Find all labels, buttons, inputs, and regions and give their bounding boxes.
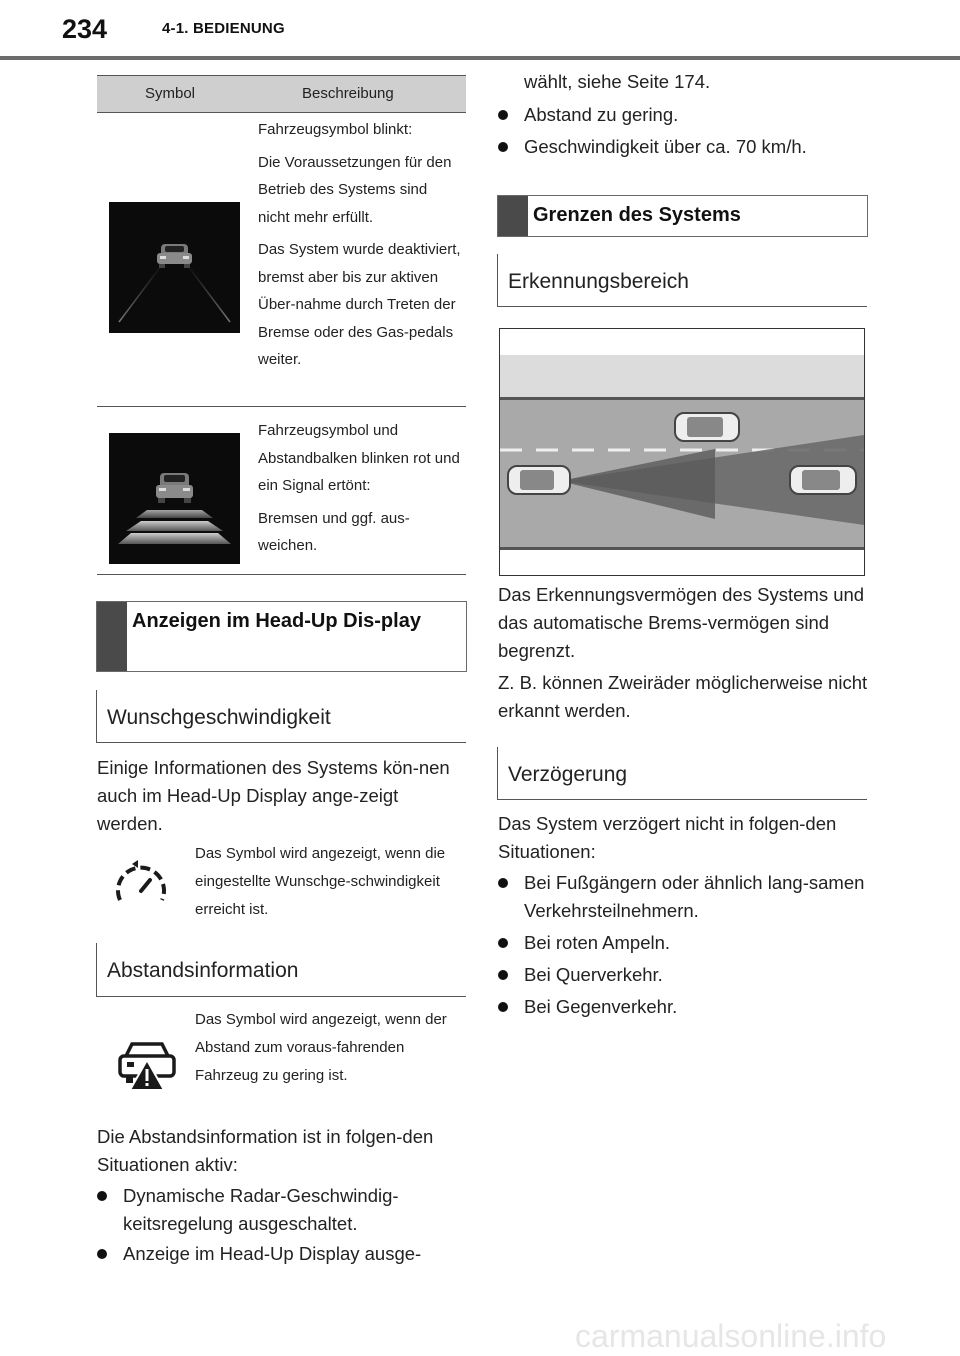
list-item-text: Dynamische Radar-Geschwindig-keitsregelung ausgeschaltet. bbox=[123, 1185, 399, 1234]
distance-symbol-desc: Das Symbol wird angezeigt, wenn der Abstand zum voraus-fahrenden Fahrzeug zu gering ist. bbox=[195, 1011, 447, 1084]
bullet-dot bbox=[498, 110, 508, 120]
list-item bbox=[498, 133, 868, 161]
list-item-text: Abstand zu gering. bbox=[524, 104, 679, 125]
header-rule bbox=[0, 56, 960, 60]
vehicle-right-icon bbox=[790, 466, 856, 494]
list-item bbox=[498, 993, 868, 1021]
subheading-distance bbox=[96, 943, 466, 997]
active-intro: Die Abstandsinformation ist in folgen-den Situationen aktiv: bbox=[97, 1126, 434, 1175]
bullet-dot bbox=[498, 970, 508, 980]
heading-bar bbox=[498, 196, 528, 236]
subheading-title: Verzögerung bbox=[508, 763, 628, 786]
row-divider bbox=[97, 406, 466, 407]
list-item-continued bbox=[498, 68, 868, 96]
list-item bbox=[498, 961, 868, 989]
heading-bar bbox=[97, 602, 127, 671]
bullet-dot bbox=[97, 1249, 107, 1259]
detection-para: Z. B. können Zweiräder möglicherweise nicht erkannt werden. bbox=[498, 672, 868, 721]
vehicle-icon bbox=[109, 202, 240, 333]
list-item bbox=[498, 929, 868, 957]
row-description bbox=[258, 116, 463, 379]
list-item bbox=[97, 1240, 467, 1268]
list-item bbox=[97, 1182, 467, 1238]
desc-paragraph: Bremsen und ggf. aus-weichen. bbox=[258, 509, 410, 554]
detection-para: Das Erkennungsvermögen des Systems und das automatische Brems-vermögen sind begrenzt. bbox=[498, 584, 865, 661]
ego-vehicle-icon bbox=[508, 466, 570, 494]
bullet-dot bbox=[498, 1002, 508, 1012]
subheading-speed bbox=[96, 690, 466, 743]
desc-paragraph: Fahrzeugsymbol und Abstandbalken blinken rot und ein Signal ertönt: bbox=[258, 422, 460, 494]
hud-intro: Einige Informationen des Systems kön-nen auch im Head-Up Display ange-zeigt werden. bbox=[97, 757, 450, 834]
list-item-text: Geschwindigkeit über ca. 70 km/h. bbox=[524, 136, 807, 157]
deceleration-para: Das System verzögert nicht in folgen-den Situationen: bbox=[498, 813, 837, 862]
subheading-title: Abstandsinformation bbox=[107, 959, 299, 982]
chapter-title: 4-1. BEDIENUNG bbox=[162, 20, 285, 37]
list-item-text: Bei Fußgängern oder ähnlich lang-samen Verkehrsteilnehmern. bbox=[524, 872, 865, 921]
desc-paragraph: Das System wurde deaktiviert, bremst aber bis zur aktiven Über-nahme durch Treten der Bremse oder des Gas-pedals weiter. bbox=[258, 241, 461, 368]
section-title: Anzeigen im Head-Up Dis-play bbox=[132, 610, 421, 632]
desc-paragraph: Die Voraussetzungen für den Betrieb des Systems sind nicht mehr erfüllt. bbox=[258, 153, 452, 226]
list-item bbox=[498, 869, 868, 925]
vehicle-distance-bars-icon bbox=[109, 433, 240, 564]
section-title: Grenzen des Systems bbox=[533, 204, 741, 226]
row-description bbox=[258, 417, 463, 565]
list-item bbox=[498, 101, 868, 129]
vehicle-ahead-icon bbox=[675, 413, 739, 441]
section-heading-limits bbox=[497, 195, 868, 237]
subheading-title: Wunschgeschwindigkeit bbox=[107, 706, 331, 729]
bullet-dot bbox=[498, 938, 508, 948]
table-header bbox=[97, 75, 466, 113]
subheading-detection bbox=[497, 254, 867, 307]
bullet-dot bbox=[97, 1191, 107, 1201]
bullet-dot bbox=[498, 142, 508, 152]
desc-paragraph: Fahrzeugsymbol blinkt: bbox=[258, 121, 413, 138]
speedometer-icon bbox=[112, 856, 170, 916]
bullet-dot bbox=[498, 878, 508, 888]
speed-symbol-desc: Das Symbol wird angezeigt, wenn die eingestellte Wunschge-schwindigkeit erreicht ist. bbox=[195, 845, 446, 918]
page-number: 234 bbox=[62, 14, 108, 44]
list-item-text: Bei Querverkehr. bbox=[524, 964, 663, 985]
subheading-title: Erkennungsbereich bbox=[508, 270, 689, 293]
col-symbol: Symbol bbox=[145, 85, 196, 102]
list-item-text: wählt, siehe Seite 174. bbox=[524, 71, 711, 92]
subheading-deceleration bbox=[497, 747, 867, 800]
table-bottom-rule bbox=[97, 574, 466, 575]
detection-range-diagram bbox=[499, 328, 865, 576]
list-item-text: Bei roten Ampeln. bbox=[524, 932, 671, 953]
list-item-text: Bei Gegenverkehr. bbox=[524, 996, 678, 1017]
distance-warning-icon bbox=[116, 1038, 178, 1092]
section-heading-hud bbox=[96, 601, 467, 672]
watermark: carmanualsonline.info bbox=[575, 1318, 887, 1354]
list-item-text: Anzeige im Head-Up Display ausge- bbox=[123, 1243, 422, 1264]
col-description: Beschreibung bbox=[302, 85, 394, 102]
